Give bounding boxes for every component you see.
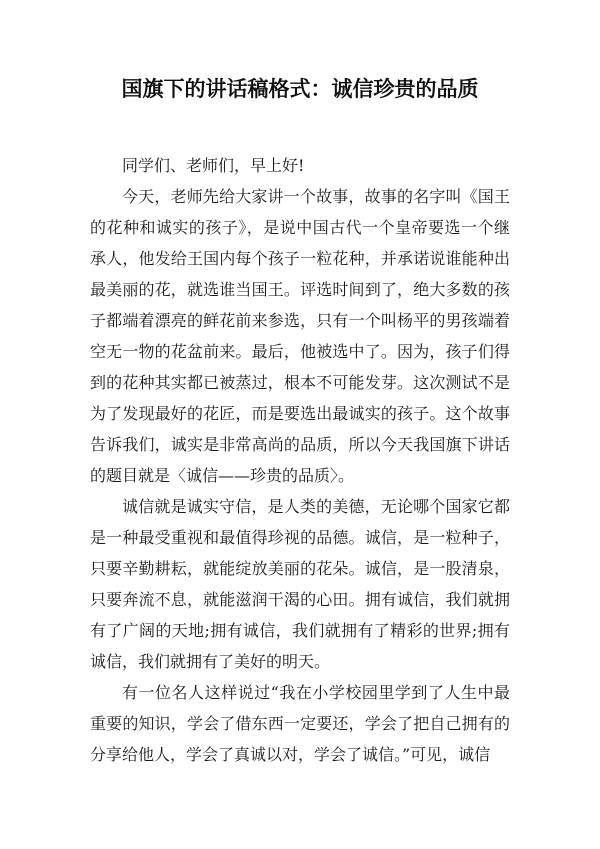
paragraph-integrity: 诚信就是诚实守信，是人类的美德，无论哪个国家它都是一种最受重视和最值得珍视的品德。诚信，是一粒种子，只要辛勤耕耘，就能绽放美丽的花朵。诚信，是一股清泉，只要奔流不息，就能滋润干渴的心田。拥有诚信，我们就拥有了广阔的天地;拥有诚信，我们就拥有了精彩的世界;拥有诚信，我们就拥有了美好的明天。 [90, 497, 510, 671]
paragraph-greeting: 同学们、老师们，早上好! [122, 156, 305, 175]
document-title: 国旗下的讲话稿格式：诚信珍贵的品质 [121, 77, 479, 101]
paragraph-story: 今天，老师先给大家讲一个故事，故事的名字叫《国王的花种和诚实的孩子》，是说中国古代一个皇帝要选一个继承人，他发给王国内每个孩子一粒花种，并承诺说谁能种出最美丽的花，就选谁当国王。评选时间到了，绝大多数的孩子都端着漂亮的鲜花前来参选，只有一个叫杨平的男孩端着空无一物的花盆前来。最后，他被选中了。因为，孩子们得到的花种其实都已被蒸过，根本不可能发芽。这次测试不是为了发现最好的花匠，而是要选出最诚实的孩子。这个故事告诉我们，诚实是非常高尚的品质，所以今天我国旗下讲话的题目就是〈诚信——珍贵的品质〉。 [90, 187, 510, 485]
paragraph-quote: 有一位名人这样说过“我在小学校园里学到了人生中最重要的知识，学会了借东西一定要还，学会了把自己拥有的分享给他人，学会了真诚以对，学会了诚信。”可见，诚信 [90, 683, 510, 764]
document-body [90, 150, 510, 770]
